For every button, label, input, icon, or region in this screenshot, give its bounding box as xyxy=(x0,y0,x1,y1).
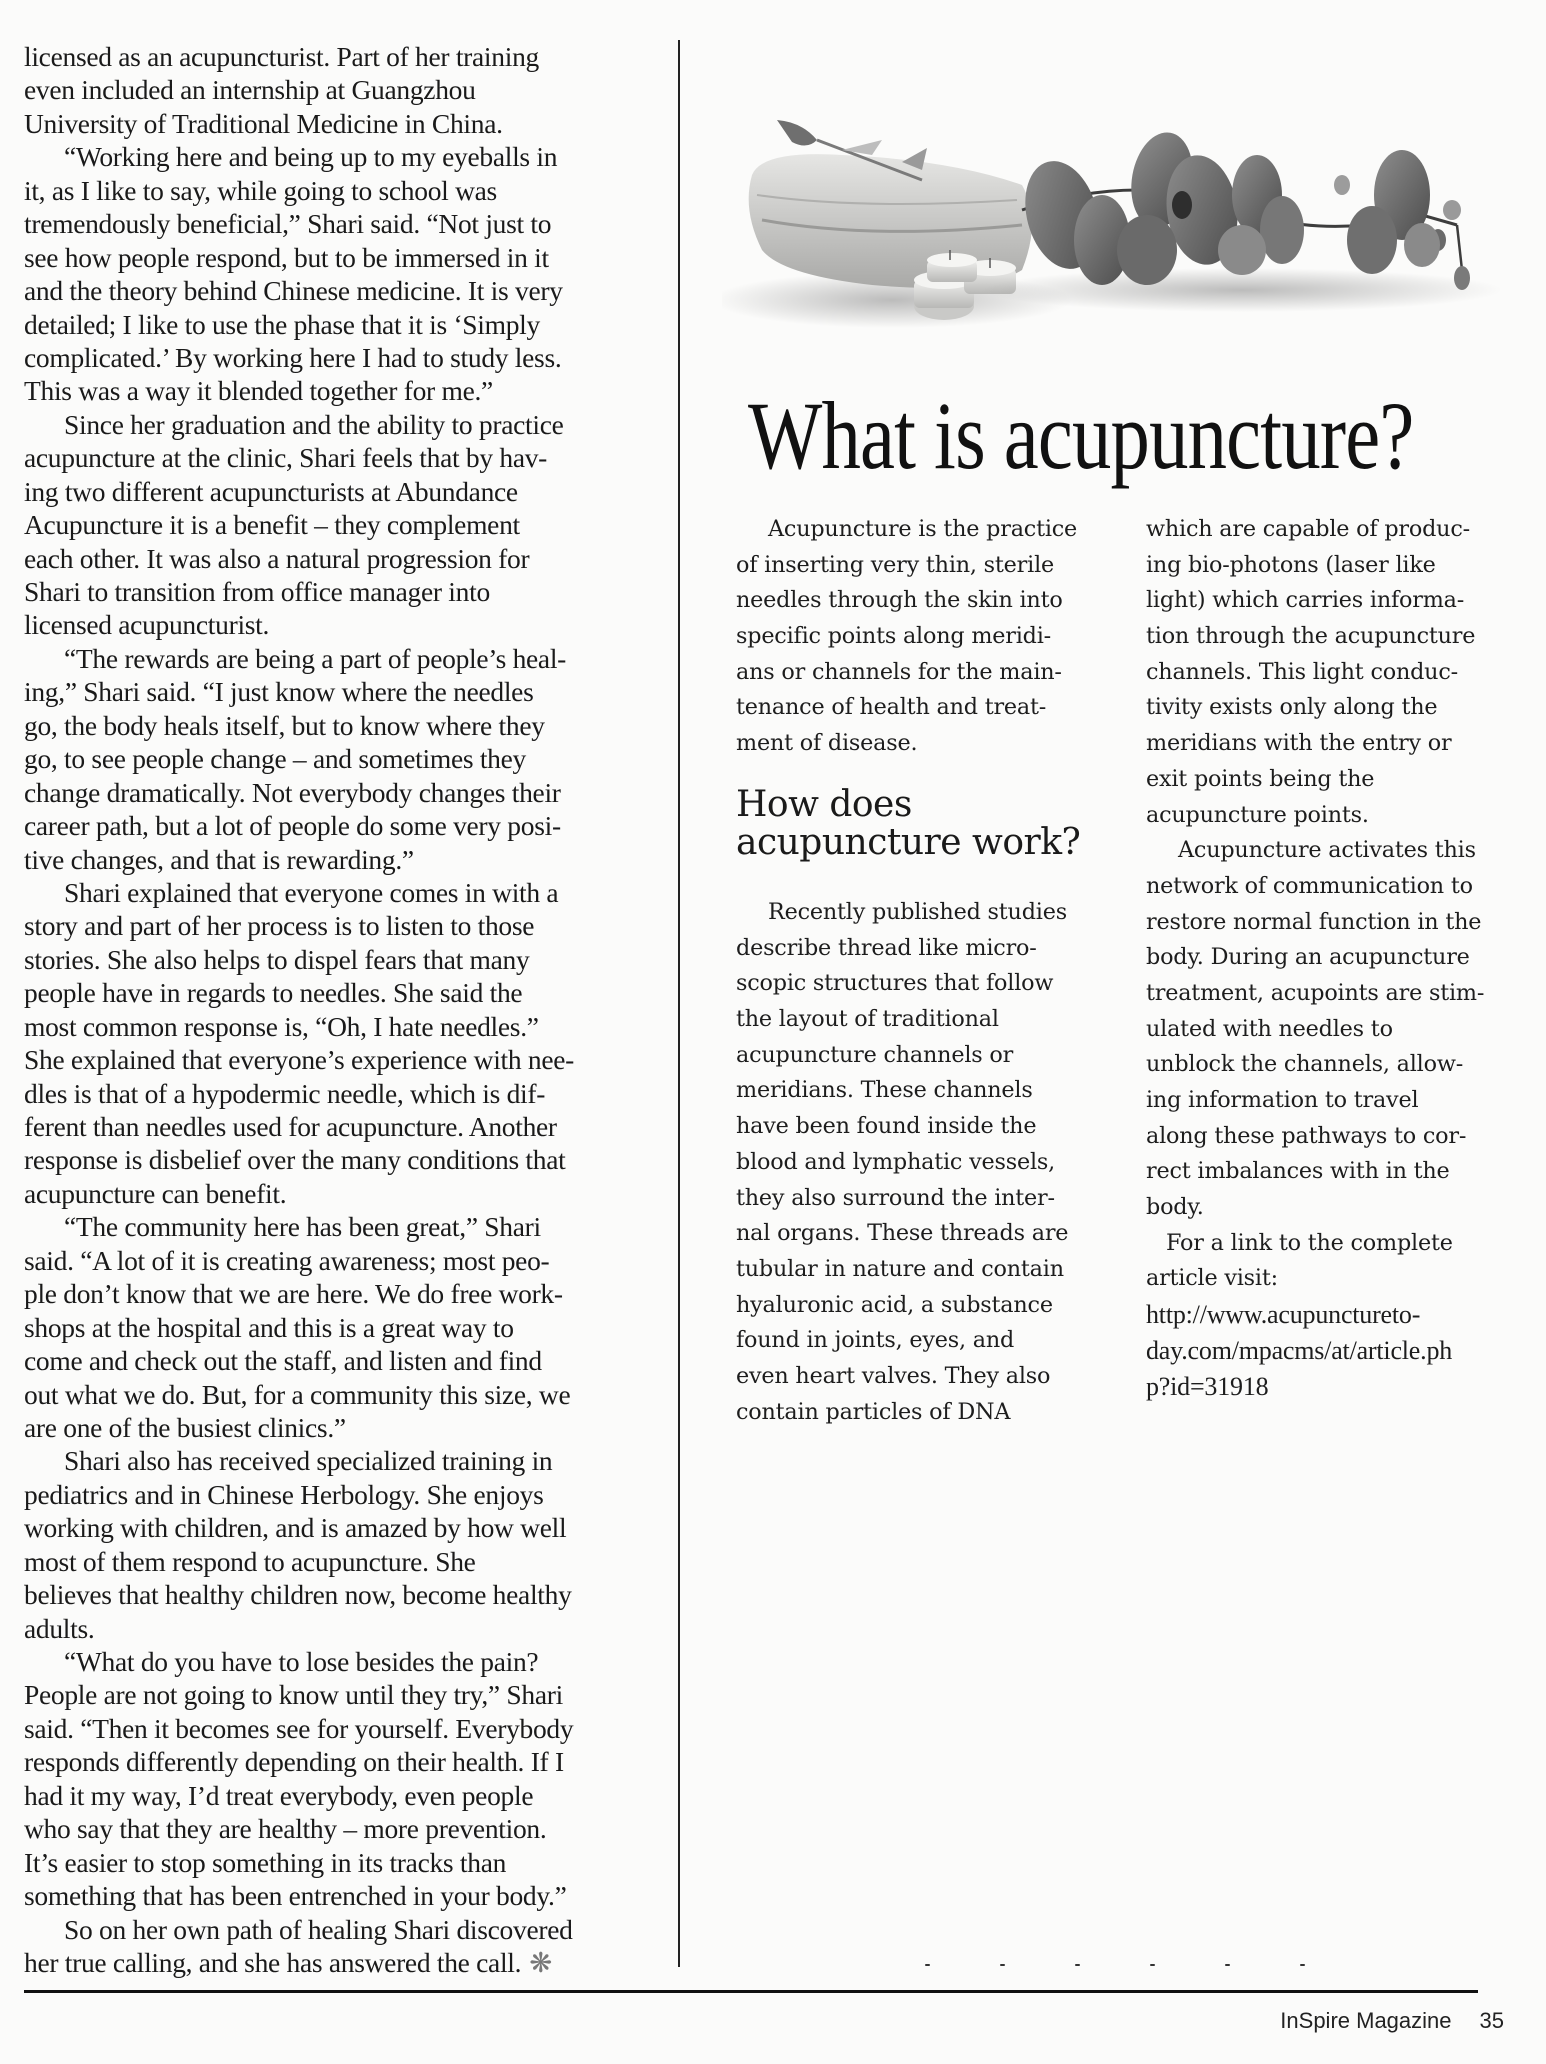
how-line: scopic structures that follow xyxy=(736,970,1054,997)
article-line: licensed acupuncturist. xyxy=(24,609,270,641)
intro-line: tenance of health and treat- xyxy=(736,694,1047,721)
right-line: unblock the channels, allow- xyxy=(1146,1051,1464,1078)
article-line: People are not going to know until they try,” Shari xyxy=(24,1679,563,1711)
right-line: ing information to travel xyxy=(1146,1087,1419,1113)
article-line: pediatrics and in Chinese Herbology. She enjoys xyxy=(24,1478,544,1510)
how-line: tubular in nature and contain xyxy=(736,1255,1064,1282)
intro-line: ment of disease. xyxy=(736,730,918,757)
article-line: So on her own path of healing Shari discovered xyxy=(64,1913,573,1945)
page-number: 35 xyxy=(1479,2008,1504,2033)
intro-line: specific points along meridi- xyxy=(736,623,1052,650)
how-line: found in joints, eyes, and xyxy=(736,1327,1015,1354)
article-line: It’s easier to stop something in its tracks than xyxy=(24,1846,507,1878)
spa-photo xyxy=(722,100,1522,350)
article-line: who say that they are healthy – more prevention. xyxy=(24,1813,547,1845)
how-line: even heart valves. They also xyxy=(736,1362,1051,1389)
intro-line: of inserting very thin, sterile xyxy=(736,551,1054,578)
article-line: believes that healthy children now, become healthy xyxy=(24,1579,572,1611)
article-line: story and part of her process is to listen to those xyxy=(24,910,535,942)
article-line: ferent than needles used for acupuncture. Another xyxy=(24,1111,557,1142)
how-line: acupuncture channels or xyxy=(736,1041,1014,1068)
right-line: channels. This light conduc- xyxy=(1146,658,1458,685)
article-line: tive changes, and that is rewarding.” xyxy=(24,843,414,875)
article-line: She explained that everyone’s experience with nee- xyxy=(24,1044,575,1076)
right-line: tivity exists only along the xyxy=(1146,694,1438,721)
right-line: body. During an acupuncture xyxy=(1146,944,1470,971)
article-line: Since her graduation and the ability to practice xyxy=(64,408,564,440)
dot xyxy=(1075,1964,1080,1966)
article-line: “What do you have to lose besides the pain? xyxy=(64,1646,539,1677)
how-line: hyaluronic acid, a substance xyxy=(736,1291,1053,1318)
article-line: dles is that of a hypodermic needle, which is dif- xyxy=(24,1077,546,1109)
right-line: meridians with the entry or xyxy=(1146,730,1452,757)
article-line: Shari explained that everyone comes in with a xyxy=(64,876,559,908)
article-line: see how people respond, but to be immersed in it xyxy=(24,241,549,273)
article-line: her true calling, and she has answered the call. xyxy=(24,1946,522,1978)
right-line: ing bio-photons (laser like xyxy=(1146,551,1436,578)
article-line: responds differently depending on their health. If I xyxy=(24,1746,564,1778)
dot xyxy=(1300,1964,1305,1966)
article-line: most of them respond to acupuncture. She xyxy=(24,1545,476,1577)
article-line: said. “Then it becomes see for yourself. Everybody xyxy=(24,1712,574,1744)
article-line: it, as I like to say, while going to school was xyxy=(24,174,497,206)
magazine-name: InSpire Magazine xyxy=(1280,2008,1452,2033)
article-line: career path, but a lot of people do some very posi- xyxy=(24,810,561,842)
article-line: University of Traditional Medicine in China. xyxy=(24,107,503,139)
sidebar-right-column xyxy=(1146,512,1536,1404)
article-line: Shari also has received specialized training in xyxy=(64,1445,553,1477)
article-line: licensed as an acupuncturist. Part of her training xyxy=(24,41,539,72)
article-line: detailed; I like to use the phase that it is ‘Simply xyxy=(24,308,540,340)
article-line: shops at the hospital and this is a great way to xyxy=(24,1311,514,1343)
intro-line: Acupuncture is the practice xyxy=(768,516,1078,542)
right-line: article visit: xyxy=(1146,1265,1278,1292)
orchid-icon xyxy=(982,128,1502,312)
article-line: and the theory behind Chinese medicine. It is very xyxy=(24,275,563,307)
intro-line: ans or channels for the main- xyxy=(736,658,1062,685)
how-line: nal organs. These threads are xyxy=(736,1220,1069,1247)
right-line: light) which carries informa- xyxy=(1146,587,1465,614)
article-line: “The rewards are being a part of people’s heal- xyxy=(64,642,567,674)
article-line: each other. It was also a natural progression for xyxy=(24,542,530,574)
sidebar-subheading xyxy=(736,786,1080,862)
article-line: come and check out the staff, and listen and find xyxy=(24,1345,542,1377)
article-line: complicated.’ By working here I had to study less. xyxy=(24,341,562,373)
article-line: stories. She also helps to dispel fears that many xyxy=(24,943,530,975)
right-line: rect imbalances with in the xyxy=(1146,1158,1450,1185)
article-line: something that has been entrenched in your body.” xyxy=(24,1880,567,1912)
column-divider xyxy=(678,40,680,1967)
article-url-line[interactable]: http://www.acupunctureto- xyxy=(1146,1300,1421,1330)
right-line: tion through the acupuncture xyxy=(1146,623,1476,650)
right-line: network of communication to xyxy=(1146,872,1473,899)
dot xyxy=(1150,1964,1155,1966)
sidebar-intro xyxy=(736,512,1116,762)
right-line: restore normal function in the xyxy=(1146,908,1482,935)
article-line: are one of the busiest clinics.” xyxy=(24,1411,346,1443)
article-line: tremendously beneficial,” Shari said. “Not just to xyxy=(24,208,552,240)
footer-rule xyxy=(24,1990,1478,1993)
how-line: the layout of traditional xyxy=(736,1006,999,1033)
subheading-line: How does xyxy=(736,784,912,825)
how-line: have been found inside the xyxy=(736,1113,1037,1140)
right-line: body. xyxy=(1146,1194,1204,1221)
article-line: said. “A lot of it is creating awareness; most peo- xyxy=(24,1244,550,1276)
article-line: out what we do. But, for a community this size, we xyxy=(24,1378,571,1410)
how-line: Recently published studies xyxy=(768,899,1067,925)
how-line: contain particles of DNA xyxy=(736,1398,1011,1425)
right-line: For a link to the complete xyxy=(1166,1229,1453,1256)
right-line: along these pathways to cor- xyxy=(1146,1122,1467,1149)
article-line: ing two different acupuncturists at Abundance xyxy=(24,475,518,507)
article-line: This was a way it blended together for me.” xyxy=(24,375,493,407)
article-line: “Working here and being up to my eyeballs in xyxy=(64,141,558,173)
article-line: Shari to transition from office manager into xyxy=(24,576,490,607)
article-line: people have in regards to needles. She said the xyxy=(24,977,523,1009)
article-line: had it my way, I’d treat everybody, even people xyxy=(24,1779,534,1811)
intro-line: needles through the skin into xyxy=(736,587,1063,614)
right-line: Acupuncture activates this xyxy=(1178,837,1476,864)
sidebar-title: What is acupuncture? xyxy=(748,382,1414,489)
article-last-line xyxy=(24,1946,644,1979)
how-line: they also surround the inter- xyxy=(736,1184,1055,1211)
article-url-line[interactable]: day.com/mpacms/at/article.ph xyxy=(1146,1335,1453,1365)
article-line: change dramatically. Not everybody changes their xyxy=(24,776,561,808)
dot xyxy=(1000,1964,1005,1966)
article-line: ple don’t know that we are here. We do free work- xyxy=(24,1278,563,1310)
right-line: treatment, acupoints are stim- xyxy=(1146,979,1485,1006)
how-line: meridians. These channels xyxy=(736,1077,1033,1104)
right-line: exit points being the xyxy=(1146,765,1375,792)
article-line: most common response is, “Oh, I hate needles.” xyxy=(24,1010,539,1042)
subheading-line: acupuncture work? xyxy=(736,822,1081,863)
article-line: working with children, and is amazed by how well xyxy=(24,1512,567,1544)
article-line: acupuncture at the clinic, Shari feels that by hav- xyxy=(24,442,548,474)
article-line: even included an internship at Guangzhou xyxy=(24,74,476,106)
dot xyxy=(925,1964,930,1966)
how-line: describe thread like micro- xyxy=(736,934,1037,961)
article-line: adults. xyxy=(24,1612,95,1644)
page-footer xyxy=(946,2008,1546,2034)
how-line: blood and lymphatic vessels, xyxy=(736,1148,1056,1175)
article-line: response is disbelief over the many conditions that xyxy=(24,1144,566,1176)
article-line: Acupuncture it is a benefit – they complement xyxy=(24,509,520,541)
right-line: ulated with needles to xyxy=(1146,1015,1393,1042)
sidebar-how-text xyxy=(736,895,1068,1430)
right-line: which are capable of produc- xyxy=(1146,516,1470,542)
article-line: go, the body heals itself, but to know where they xyxy=(24,709,545,741)
article-url-line[interactable]: p?id=31918 xyxy=(1146,1371,1269,1401)
end-mark-icon: ❋ xyxy=(529,1946,552,1978)
dot xyxy=(1225,1964,1230,1966)
article-line: acupuncture can benefit. xyxy=(24,1177,287,1209)
article-line: ing,” Shari said. “I just know where the needles xyxy=(24,676,534,708)
article-left-column xyxy=(24,40,644,1979)
article-line: “The community here has been great,” Shari xyxy=(64,1211,541,1243)
right-line: acupuncture points. xyxy=(1146,801,1369,828)
article-line: go, to see people change – and sometimes they xyxy=(24,743,526,775)
